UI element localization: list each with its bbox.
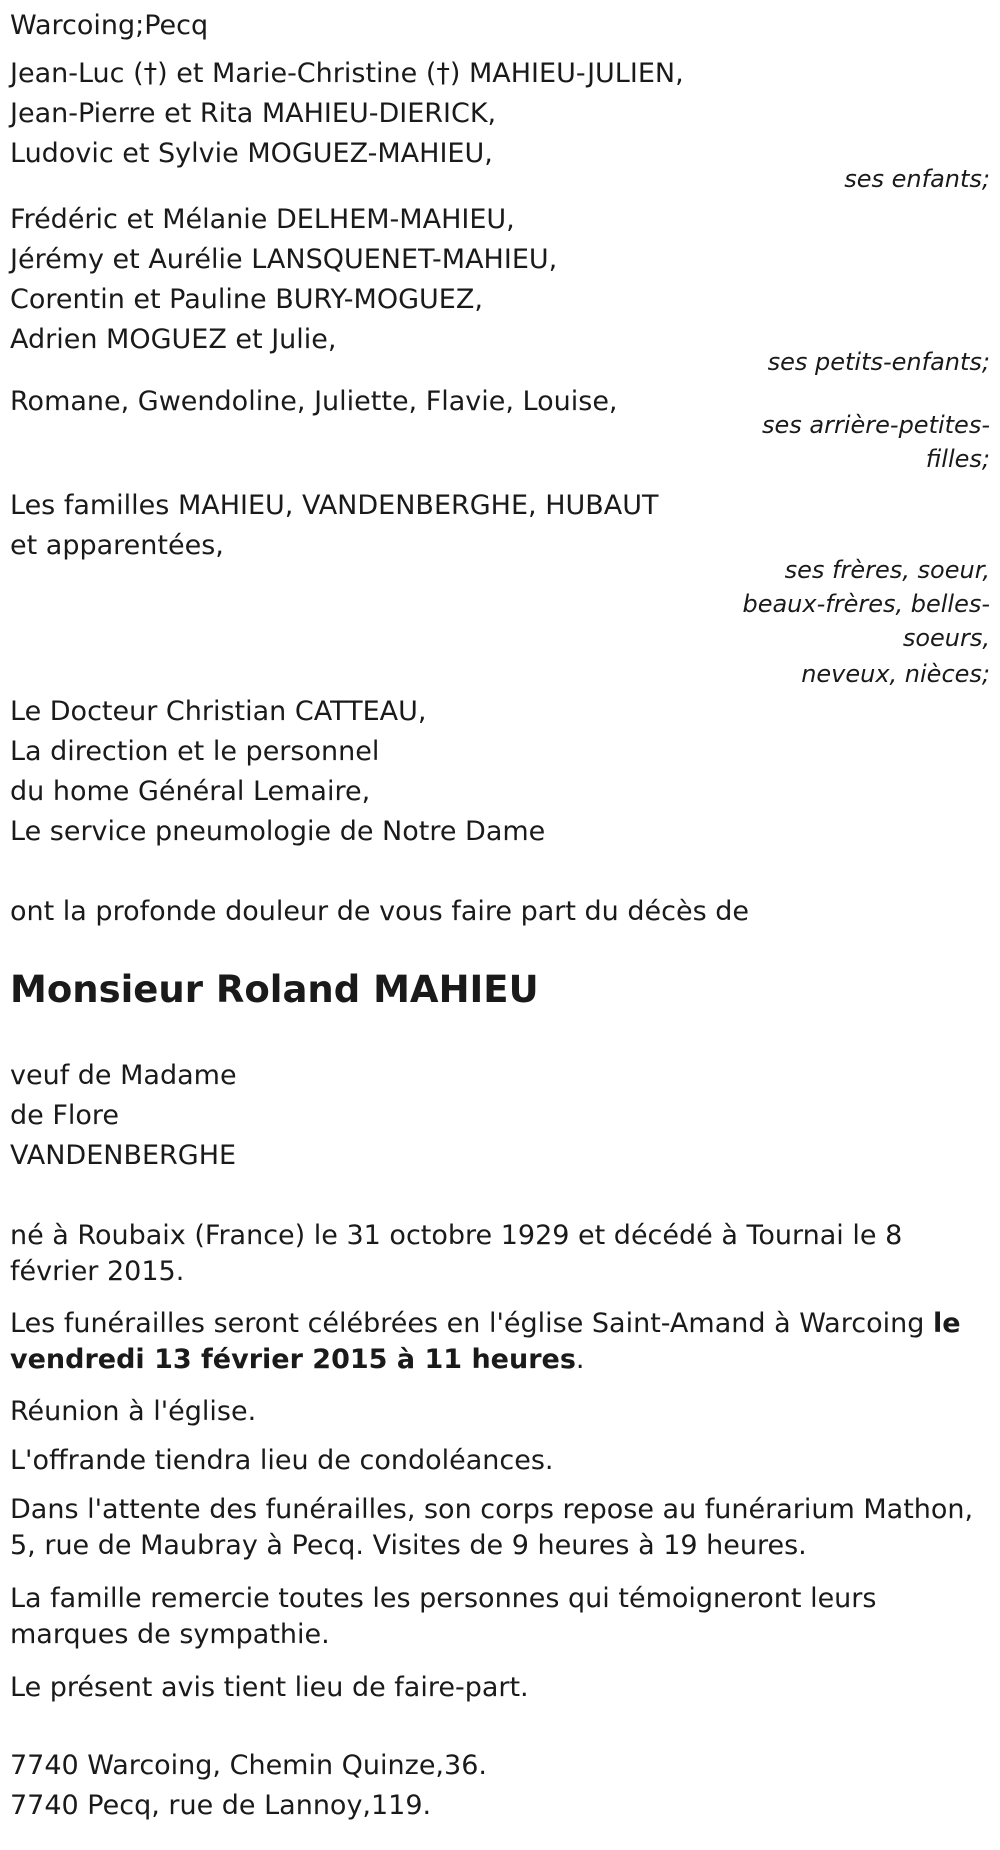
- other-mourner-line: Le service pneumologie de Notre Dame: [10, 816, 546, 847]
- widower-line: veuf de Madame: [10, 1060, 237, 1091]
- grandchild-line: Jérémy et Aurélie LANSQUENET-MAHIEU,: [10, 244, 558, 275]
- child-line: Jean-Pierre et Rita MAHIEU-DIERICK,: [10, 98, 497, 129]
- address-line: 7740 Pecq, rue de Lannoy,119.: [10, 1790, 432, 1821]
- thanks-text: La famille remercie toutes les personnes qui témoigneront leurs marques de sympathie.: [10, 1583, 877, 1650]
- place-heading: Warcoing;Pecq: [10, 10, 209, 41]
- relation-label-great-grandchildren: ses arrière-petites-filles;: [762, 411, 990, 473]
- child-line: Ludovic et Sylvie MOGUEZ-MAHIEU,: [10, 138, 493, 169]
- offering-text: L'offrande tiendra lieu de condoléances.: [10, 1445, 554, 1476]
- grandchild-line: Corentin et Pauline BURY-MOGUEZ,: [10, 284, 483, 315]
- address-line: 7740 Warcoing, Chemin Quinze,36.: [10, 1750, 487, 1781]
- funeral-suffix: .: [575, 1344, 585, 1375]
- grandchild-line: Adrien MOGUEZ et Julie,: [10, 324, 337, 355]
- birth-death-text: né à Roubaix (France) le 31 octobre 1929 et décédé à Tournai le 8 février 2015.: [10, 1220, 903, 1287]
- deceased-name: Monsieur Roland MAHIEU: [10, 968, 539, 1011]
- relation-label-siblings: ses frères, soeur, beaux-frères, belles-soeurs,: [742, 556, 990, 652]
- widower-line: VANDENBERGHE: [10, 1140, 237, 1171]
- families-line: et apparentées,: [10, 530, 224, 561]
- other-mourner-line: La direction et le personnel: [10, 736, 380, 767]
- other-mourner-line: Le Docteur Christian CATTEAU,: [10, 696, 427, 727]
- other-mourner-line: du home Général Lemaire,: [10, 776, 371, 807]
- funeral-prefix: Les funérailles seront célébrées en l'église Saint-Amand à Warcoing: [10, 1308, 933, 1339]
- relation-label-children: ses enfants;: [844, 165, 990, 193]
- families-line: Les familles MAHIEU, VANDENBERGHE, HUBAUT: [10, 490, 659, 521]
- funeral-text: [10, 1306, 985, 1378]
- reunion-text: Réunion à l'église.: [10, 1396, 257, 1427]
- relation-label-nephews: neveux, nièces;: [801, 660, 990, 688]
- great-grandchildren-line: Romane, Gwendoline, Juliette, Flavie, Louise,: [10, 386, 618, 417]
- child-line: Jean-Luc (†) et Marie-Christine (†) MAHIEU-JULIEN,: [10, 58, 684, 89]
- notice-text: Le présent avis tient lieu de faire-part.: [10, 1672, 529, 1703]
- relation-label-grandchildren: ses petits-enfants;: [767, 348, 990, 376]
- funeral-date: le vendredi 13 février 2015 à 11 heures: [10, 1308, 961, 1375]
- grandchild-line: Frédéric et Mélanie DELHEM-MAHIEU,: [10, 204, 515, 235]
- funerarium-text: Dans l'attente des funérailles, son corps repose au funérarium Mathon, 5, rue de Maubray à Pecq. Visites de 9 heures à 19 heures.: [10, 1494, 974, 1561]
- announcement-text: ont la profonde douleur de vous faire part du décès de: [10, 896, 749, 927]
- widower-line: de Flore: [10, 1100, 120, 1131]
